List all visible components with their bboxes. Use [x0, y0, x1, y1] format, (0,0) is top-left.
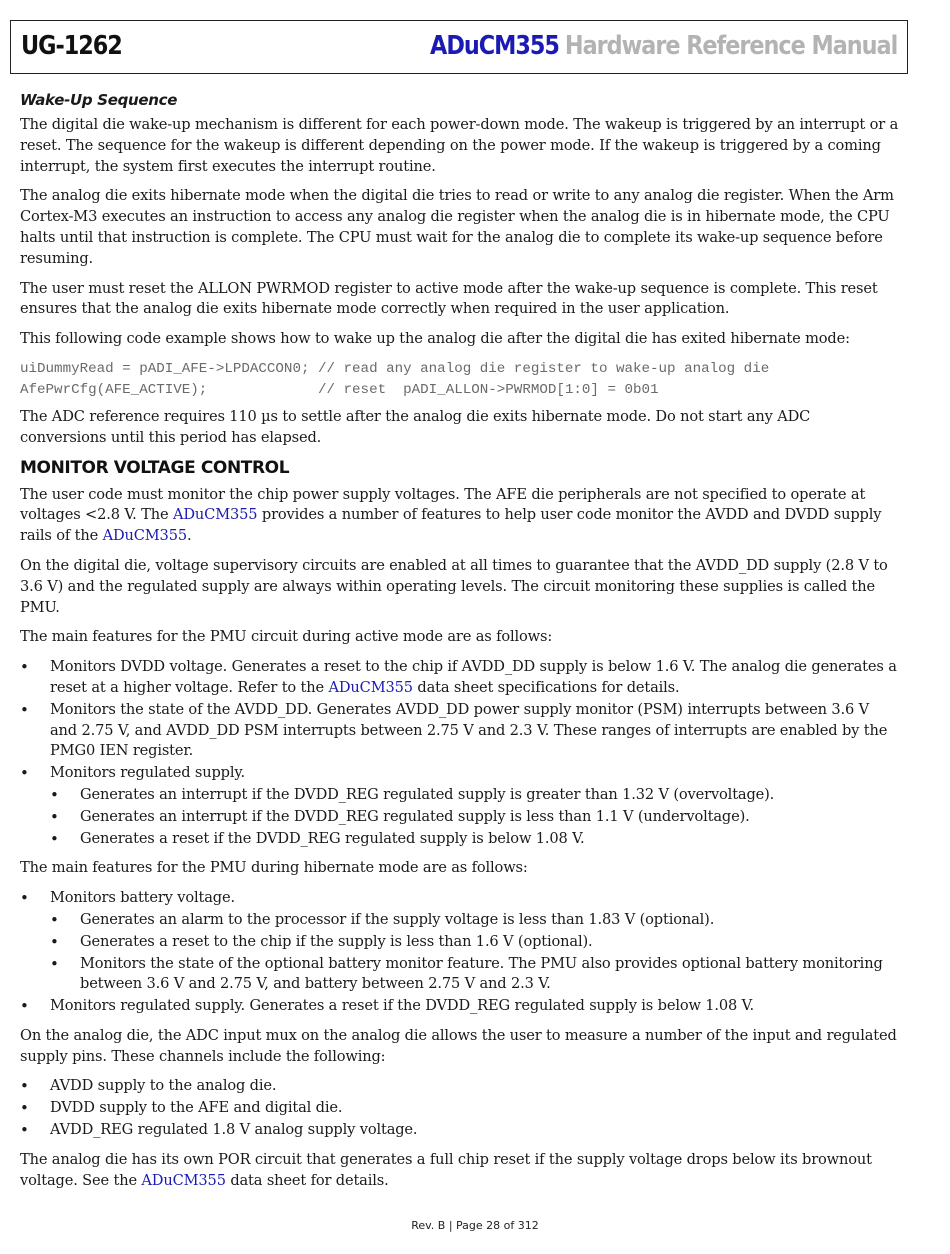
list-item: • Generates an alarm to the processor if the supply voltage is less than 1.83 V (optional). [50, 910, 900, 931]
code-example [20, 359, 900, 401]
manual-title-product: ADuCM355 [429, 31, 559, 61]
paragraph: The analog die exits hibernate mode when the digital die tries to read or write to any analog die register. When the Arm Cortex-M3 executes an instruction to access any analog die register when the analog die is in hibernate mode, the CPU halts until that instruction is complete. The CPU must wait for the analog die to complete its wake-up sequence before resuming. [20, 187, 894, 267]
list-item: • AVDD_REG regulated 1.8 V analog supply voltage. [20, 1120, 900, 1141]
list-item: • Monitors the state of the optional battery monitor feature. The PMU also provides optional battery monitoring between 3.6 V and 2.75 V, and battery between 2.75 V and 2.3 V. [50, 954, 900, 996]
aducm355-link[interactable]: ADuCM355 [141, 1171, 226, 1189]
manual-title-rest: Hardware Reference Manual [564, 31, 897, 61]
document-id: UG-1262 [21, 31, 122, 61]
aducm355-link[interactable]: ADuCM355 [328, 678, 413, 696]
list-item: • Monitors regulated supply. Generates a reset if the DVDD_REG regulated supply is below 1.08 V. [20, 996, 900, 1017]
paragraph: The analog die has its own POR circuit that generates a full chip reset if the supply voltage drops below its brownout voltage. See the ADuCM355 data sheet for details. [20, 1150, 872, 1189]
list-item: • Monitors the state of the AVDD_DD. Generates AVDD_DD power supply monitor (PSM) interrupts between 3.6 V and 2.75 V, and AVDD_DD PSM interrupts between 2.75 V and 2.3 V. These ranges of interrupts are enabled by the PMG0 IEN register. [20, 700, 900, 762]
aducm355-link[interactable]: ADuCM355 [172, 506, 258, 524]
wake-up-sequence-heading: Wake-Up Sequence [20, 91, 178, 109]
paragraph: On the digital die, voltage supervisory circuits are enabled at all times to guarantee that the AVDD_DD supply (2.8 V to 3.6 V) and the regulated supply are always within operating levels. The circuit monitoring these supplies is called the PMU. [20, 556, 888, 616]
paragraph: The ADC reference requires 110 µs to settle after the analog die exits hibernate mode. Do not start any ADC conversions until this period has elapsed. [20, 407, 811, 446]
list-item: • Monitors regulated supply. • Generates an interrupt if the DVDD_REG regulated supply is greater than 1.32 V (overvoltage). • Generates an interrupt if the DVDD_REG regulated supply is less than 1.1 V (undervoltage). • Generates a reset if the DVDD_REG regulated supply is below 1.08 V. [20, 763, 900, 849]
aducm355-link[interactable]: ADuCM355 [102, 527, 187, 545]
list-item: • Monitors battery voltage. • Generates an alarm to the processor if the supply voltage is less than 1.83 V (optional). • Generates a reset to the chip if the supply is less than 1.6 V (optional). • Monitors the state of the optional battery monitor feature. The PMU also provides optional battery monitoring between 3.6 V and 2.75 V, and battery between 2.75 V and 2.3 V. [20, 888, 900, 995]
list-item: • Generates a reset to the chip if the supply is less than 1.6 V (optional). [50, 932, 900, 953]
paragraph: This following code example shows how to wake up the analog die after the digital die has exited hibernate mode: [20, 330, 850, 348]
page-footer: Rev. B | Page 28 of 312 [411, 1219, 539, 1232]
hibernate-mode-features-list [20, 888, 900, 1017]
active-mode-features-list [20, 657, 900, 849]
paragraph: The user code must monitor the chip power supply voltages. The AFE die peripherals are not specified to operate at voltages <2.8 V. The ADuCM355 provides a number of features to help user code monitor the AVDD and DVDD supply rails of the ADuCM355. [20, 485, 882, 545]
monitor-voltage-control-heading: MONITOR VOLTAGE CONTROL [20, 457, 290, 478]
list-item: • Generates an interrupt if the DVDD_REG regulated supply is less than 1.1 V (undervoltage). [50, 807, 900, 828]
list-item: • AVDD supply to the analog die. [20, 1076, 900, 1097]
sub-list [50, 910, 900, 995]
paragraph: The digital die wake-up mechanism is different for each power-down mode. The wakeup is triggered by an interrupt or a reset. The sequence for the wakeup is different depending on the power mode. If the wakeup is triggered by a coming interrupt, the system first executes the interrupt routine. [20, 116, 899, 175]
code-line: AfePwrCfg(AFE_ACTIVE); // reset pADI_ALLON->PWRMOD[1:0] = 0b01 [20, 381, 659, 398]
code-line: uiDummyRead = pADI_AFE->LPDACCON0; // read any analog die register to wake-up analog die [20, 360, 770, 377]
paragraph: The main features for the PMU during hibernate mode are as follows: [20, 859, 528, 877]
sub-list [50, 785, 900, 849]
list-item: • DVDD supply to the AFE and digital die. [20, 1098, 900, 1119]
paragraph: On the analog die, the ADC input mux on the analog die allows the user to measure a number of the input and regulated supply pins. These channels include the following: [20, 1026, 897, 1065]
adc-channels-list [20, 1076, 900, 1140]
list-item: • Monitors DVDD voltage. Generates a reset to the chip if AVDD_DD supply is below 1.6 V. The analog die generates a reset at a higher voltage. Refer to the ADuCM355 data sheet specifications for details. [20, 657, 900, 699]
manual-title [430, 31, 897, 61]
paragraph: The main features for the PMU circuit during active mode are as follows: [20, 628, 553, 646]
list-item: • Generates an interrupt if the DVDD_REG regulated supply is greater than 1.32 V (overvoltage). [50, 785, 900, 806]
page-header [10, 20, 908, 74]
list-item: • Generates a reset if the DVDD_REG regulated supply is below 1.08 V. [50, 829, 900, 850]
paragraph: The user must reset the ALLON PWRMOD register to active mode after the wake-up sequence is complete. This reset ensures that the analog die exits hibernate mode correctly when required in the user application. [20, 279, 878, 318]
page-content [20, 89, 900, 1200]
